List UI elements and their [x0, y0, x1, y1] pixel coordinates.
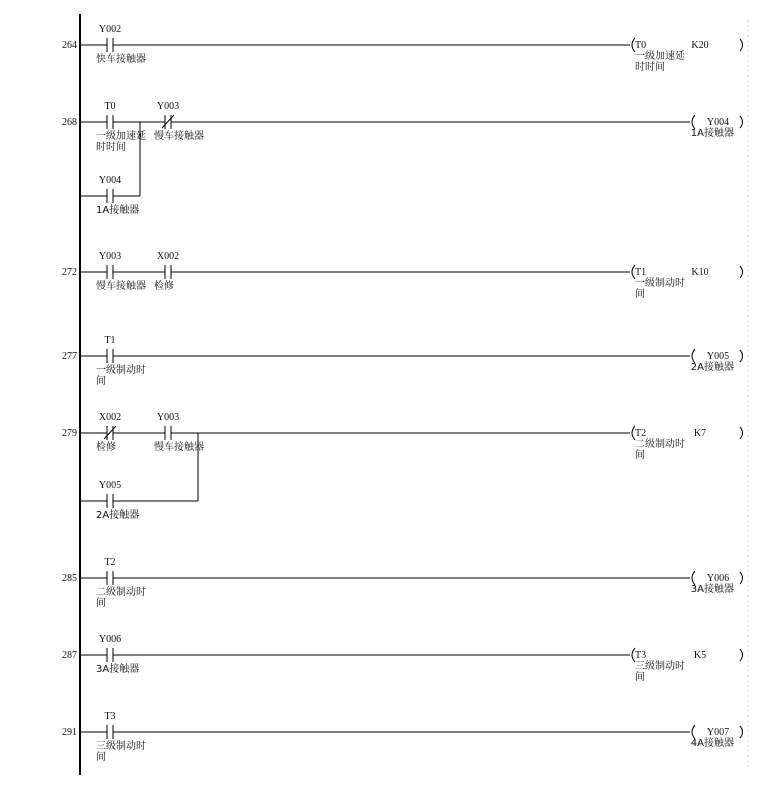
contact-comment: 检修 — [154, 281, 174, 292]
contact-comment: 一级加速延 — [96, 131, 146, 142]
contact-comment: 检修 — [96, 442, 116, 453]
coil-comment: 3A接触器 — [690, 584, 734, 595]
contact-address: Y003 — [98, 251, 122, 262]
timer-address: T2 — [635, 428, 647, 439]
contact-t3 — [96, 711, 146, 763]
coil-left-arc — [692, 115, 695, 129]
contact-comment: 3A接触器 — [96, 664, 140, 675]
contact-address: T3 — [104, 711, 116, 722]
rung-291 — [62, 711, 743, 763]
contact-comment: 快车接触器 — [96, 54, 146, 65]
contact-t2 — [96, 557, 146, 609]
contact-address: Y004 — [98, 175, 122, 186]
rung-step-number: 268 — [62, 117, 77, 128]
timer-comment: 间 — [635, 672, 645, 683]
timer-comment: 一级制动时 — [635, 278, 685, 289]
timer-comment: 间 — [635, 450, 645, 461]
timer-address: T1 — [635, 267, 647, 278]
contact-address: Y006 — [98, 634, 122, 645]
contact-address: Y005 — [98, 480, 122, 491]
timer-comment: 间 — [635, 289, 645, 300]
timer-comment: 时时间 — [635, 62, 665, 73]
contact-t1 — [96, 335, 146, 387]
coil-y007 — [691, 725, 743, 749]
contact-comment: 2A接触器 — [96, 510, 140, 521]
rung-step-number: 287 — [62, 650, 77, 661]
coil-right-arc — [740, 116, 743, 128]
timer-coil-right — [740, 266, 743, 278]
timer-coil-right — [740, 39, 743, 51]
coil-comment: 2A接触器 — [690, 362, 734, 373]
timer-t1 — [632, 265, 743, 300]
contact-address: Y003 — [156, 101, 180, 112]
contact-comment: 慢车接触器 — [154, 131, 204, 142]
contact-comment: 间 — [96, 376, 106, 387]
rung-step-number: 279 — [62, 428, 77, 439]
rung-279 — [62, 412, 743, 521]
timer-comment: 三级制动时 — [635, 661, 685, 672]
contact-comment: 二级制动时 — [96, 587, 146, 598]
contact-address: X002 — [156, 251, 180, 262]
contact-comment: 一级制动时 — [96, 365, 146, 376]
contact-address: Y002 — [98, 24, 122, 35]
rung-list — [62, 24, 743, 763]
coil-address: Y005 — [706, 351, 730, 362]
timer-coil-right — [740, 427, 743, 439]
rung-287 — [62, 634, 743, 683]
timer-comment: 二级制动时 — [635, 439, 685, 450]
rung-268 — [62, 101, 743, 216]
rung-step-number: 285 — [62, 573, 77, 584]
rung-272 — [62, 251, 743, 300]
contact-address: T1 — [104, 335, 116, 346]
coil-y006 — [691, 571, 743, 595]
rung-264 — [62, 24, 743, 73]
coil-right-arc — [740, 726, 743, 738]
coil-comment: 4A接触器 — [690, 738, 734, 749]
timer-preset: K5 — [693, 650, 707, 661]
rung-step-number: 264 — [62, 40, 77, 51]
contact-address: T2 — [104, 557, 116, 568]
coil-address: Y004 — [706, 117, 730, 128]
timer-coil-right — [740, 649, 743, 661]
timer-comment: 一级加速延 — [635, 51, 685, 62]
timer-t2 — [632, 426, 743, 461]
timer-address: T3 — [635, 650, 647, 661]
coil-y004 — [691, 115, 743, 139]
contact-address: Y003 — [156, 412, 180, 423]
timer-preset: K7 — [693, 428, 707, 439]
timer-address: T0 — [635, 40, 647, 51]
coil-y005 — [691, 349, 743, 373]
coil-right-arc — [740, 350, 743, 362]
timer-t0 — [632, 38, 743, 73]
rung-277 — [62, 335, 743, 387]
timer-preset: K20 — [691, 40, 709, 51]
rung-step-number: 272 — [62, 267, 77, 278]
coil-left-arc — [692, 349, 695, 363]
contact-comment: 1A接触器 — [96, 205, 140, 216]
contact-comment: 间 — [96, 598, 106, 609]
coil-left-arc — [692, 725, 695, 739]
rung-step-number: 277 — [62, 351, 77, 362]
coil-address: Y007 — [706, 727, 730, 738]
coil-address: Y006 — [706, 573, 730, 584]
contact-comment: 时时间 — [96, 142, 126, 153]
contact-t0 — [96, 101, 146, 153]
contact-comment: 慢车接触器 — [154, 442, 204, 453]
timer-t3 — [632, 648, 743, 683]
timer-preset: K10 — [691, 267, 709, 278]
coil-comment: 1A接触器 — [690, 128, 734, 139]
contact-comment: 间 — [96, 752, 106, 763]
coil-right-arc — [740, 572, 743, 584]
coil-left-arc — [692, 571, 695, 585]
contact-comment: 三级制动时 — [96, 741, 146, 752]
rung-step-number: 291 — [62, 727, 77, 738]
rung-285 — [62, 557, 743, 609]
contact-address: T0 — [104, 101, 116, 112]
contact-comment: 慢车接触器 — [96, 281, 146, 292]
contact-address: X002 — [98, 412, 122, 423]
